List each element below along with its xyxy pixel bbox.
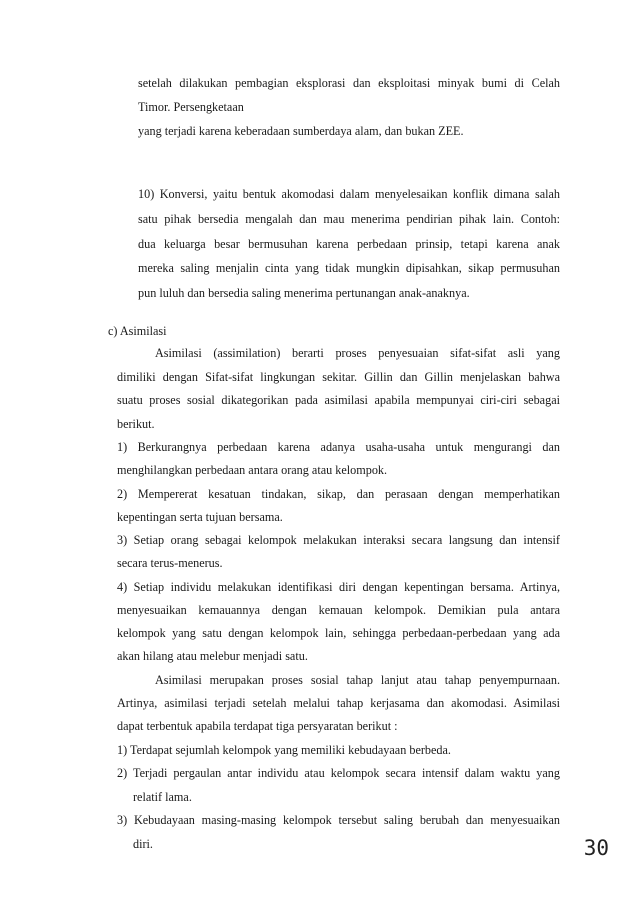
item-10-line-4: mereka saling menjalin cinta yang tidak mungkin dipisahkan, sikap permusuhan: [138, 261, 560, 275]
syarat-1-line-1: 1) Terdapat sejumlah kelompok yang memiliki kebudayaan berbeda.: [117, 743, 451, 757]
ciri-4-line-1: 4) Setiap individu melakukan identifikasi diri dengan kepentingan bersama. Artinya,: [117, 580, 560, 594]
syarat-2-line-2: relatif lama.: [133, 790, 192, 804]
para2-line-2: Artinya, asimilasi terjadi setelah melalui tahap kerjasama dan akomodasi. Asimilasi: [117, 696, 560, 710]
ciri-3-line-1: 3) Setiap orang sebagai kelompok melakukan interaksi secara langsung dan intensif: [117, 533, 560, 547]
ciri-4-line-2: menyesuaikan kemauannya dengan kemauan kelompok. Demikian pula antara: [117, 603, 560, 617]
intro-line-4: berikut.: [117, 417, 155, 431]
page-number: 30: [583, 836, 609, 860]
continuation-line-2: Timor. Persengketaan: [138, 100, 244, 114]
item-10-line-5: pun luluh dan bersedia saling menerima pertunangan anak-anaknya.: [138, 286, 470, 300]
intro-line-1: Asimilasi (assimilation) berarti proses penyesuaian sifat-sifat asli yang: [155, 346, 560, 360]
para2-line-1: Asimilasi merupakan proses sosial tahap lanjut atau tahap penyempurnaan.: [155, 673, 560, 687]
ciri-4-line-4: akan hilang atau melebur menjadi satu.: [117, 649, 308, 663]
intro-line-2: dimiliki dengan Sifat-sifat lingkungan sekitar. Gillin dan Gillin menjelaskan bahwa: [117, 370, 560, 384]
item-10-line-3: dua keluarga besar bermusuhan karena perbedaan prinsip, tetapi karena anak: [138, 237, 560, 251]
section-heading: c) Asimilasi: [108, 324, 167, 338]
continuation-line-1: setelah dilakukan pembagian eksplorasi dan eksploitasi minyak bumi di Celah: [138, 76, 560, 90]
continuation-line-3: yang terjadi karena keberadaan sumberdaya alam, dan bukan ZEE.: [138, 124, 464, 138]
syarat-3-line-2: diri.: [133, 837, 153, 851]
ciri-2-line-1: 2) Mempererat kesatuan tindakan, sikap, dan perasaan dengan memperhatikan: [117, 487, 560, 501]
ciri-1-line-2: menghilangkan perbedaan antara orang atau kelompok.: [117, 463, 388, 477]
ciri-2-line-2: kepentingan serta tujuan bersama.: [117, 510, 283, 524]
syarat-3-line-1: 3) Kebudayaan masing-masing kelompok tersebut saling berubah dan menyesuaikan: [117, 813, 560, 827]
item-10-line-1: 10) Konversi, yaitu bentuk akomodasi dalam menyelesaikan konflik dimana salah: [138, 187, 560, 201]
ciri-1-line-1: 1) Berkurangnya perbedaan karena adanya usaha-usaha untuk mengurangi dan: [117, 440, 560, 454]
item-10-line-2: satu pihak bersedia mengalah dan mau menerima pendirian pihak lain. Contoh:: [138, 212, 560, 226]
intro-line-3: suatu proses sosial dikategorikan pada asimilasi apabila mempunyai ciri-ciri sebagai: [117, 393, 560, 407]
para2-line-3: dapat terbentuk apabila terdapat tiga persyaratan berikut :: [117, 719, 398, 733]
syarat-2-line-1: 2) Terjadi pergaulan antar individu atau kelompok secara intensif dalam waktu yang: [117, 766, 560, 780]
ciri-3-line-2: secara terus-menerus.: [117, 556, 223, 570]
ciri-4-line-3: kelompok yang satu dengan kelompok lain, sehingga perbedaan-perbedaan yang ada: [117, 626, 560, 640]
